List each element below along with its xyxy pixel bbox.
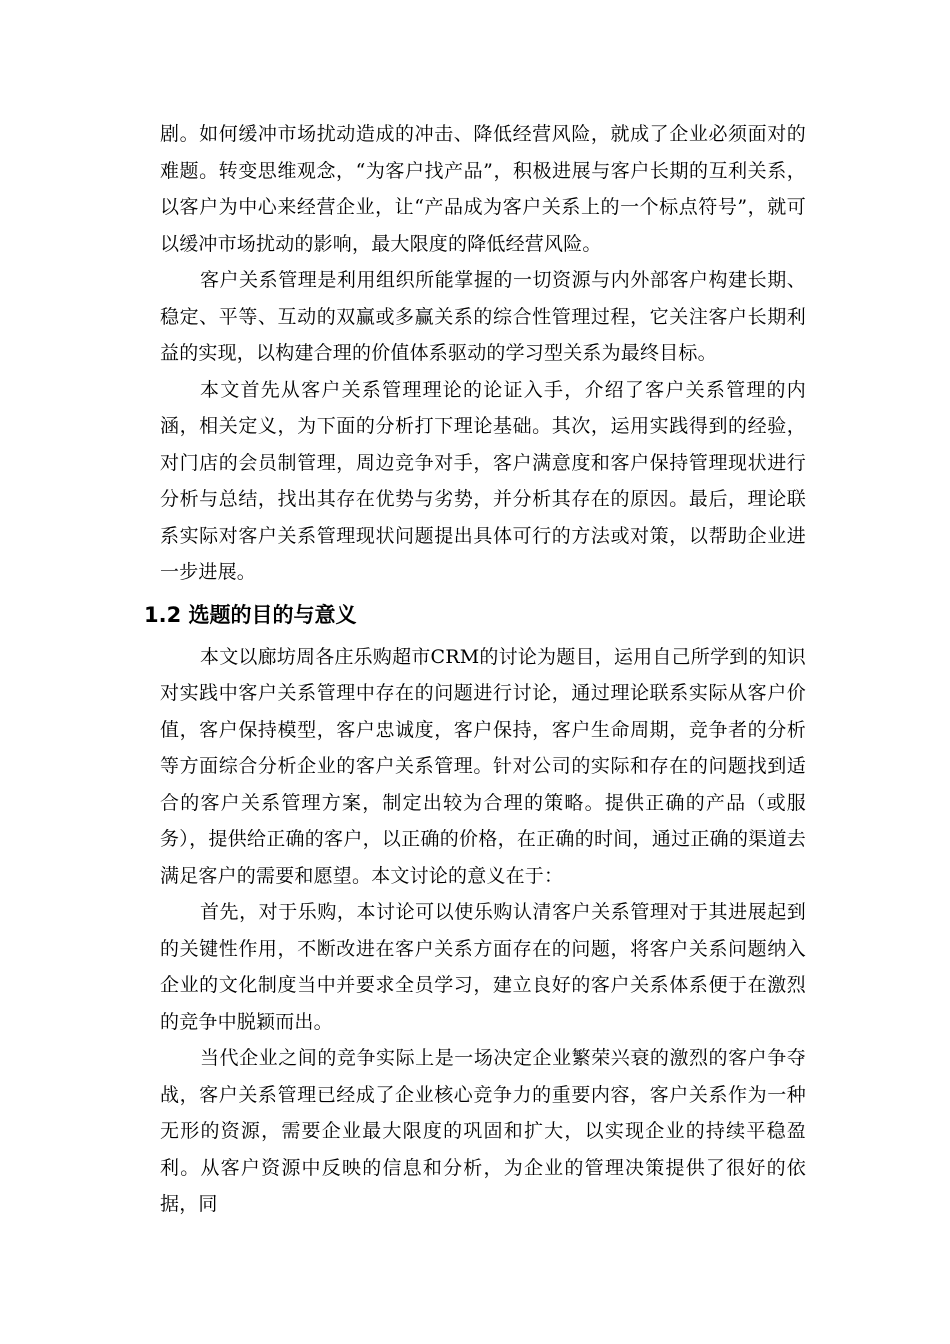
paragraph-crm-definition: 客户关系管理是利用组织所能掌握的一切资源与内外部客户构建长期、稳定、平等、互动的双赢或多赢关系的综合性管理过程，它关注客户长期利益的实现，以构建合理的价值体系驱动的学习型关系为最终目标。: [160, 269, 806, 364]
paragraph-first-significance: 首先，对于乐购，本讨论可以使乐购认清客户关系管理对于其进展起到的关键性作用，不断改进在客户关系方面存在的问题，将客户关系问题纳入企业的文化制度当中并要求全员学习，建立良好的客户关系体系便于在激烈的竞争中脱颖而出。: [160, 901, 806, 1033]
paragraph-paper-outline: 本文首先从客户关系管理理论的论证入手，介绍了客户关系管理的内涵，相关定义，为下面的分析打下理论基础。其次，运用实践得到的经验，对门店的会员制管理，周边竞争对手，客户满意度和客户保持管理现状进行分析与总结，找出其存在优势与劣势，并分析其存在的原因。最后，理论联系实际对客户关系管理现状问题提出具体可行的方法或对策，以帮助企业进一步进展。: [160, 378, 806, 583]
paragraph-topic-purpose: 本文以廊坊周各庄乐购超市CRM的讨论为题目，运用自己所学到的知识对实践中客户关系管理中存在的问题进行讨论，通过理论联系实际从客户价值，客户保持模型，客户忠诚度，客户保持，客户生命周期，竞争者的分析等方面综合分析企业的客户关系管理。针对公司的实际和存在的问题找到适合的客户关系管理方案，制定出较为合理的策略。提供正确的产品（或服务），提供给正确的客户，以正确的价格，在正确的时间，通过正确的渠道去满足客户的需要和愿望。本文讨论的意义在于：: [160, 645, 806, 887]
paragraph-competition: 当代企业之间的竞争实际上是一场决定企业繁荣兴衰的激烈的客户争夺战，客户关系管理已经成了企业核心竞争力的重要内容，客户关系作为一种无形的资源，需要企业最大限度的巩固和扩大，以实现企业的持续平稳盈利。从客户资源中反映的信息和分析，为企业的管理决策提供了很好的依据，同: [160, 1047, 806, 1215]
document-page: [144, 116, 806, 1223]
paragraph-continued: 剧。如何缓冲市场扰动造成的冲击、降低经营风险，就成了企业必须面对的难题。转变思维观念，“为客户找产品”，积极进展与客户长期的互利关系，以客户为中心来经营企业，让“产品成为客户关系上的一个标点符号”，就可以缓冲市场扰动的影响，最大限度的降低经营风险。: [160, 123, 806, 255]
section-heading: 1.2 选题的目的与意义: [144, 602, 357, 627]
